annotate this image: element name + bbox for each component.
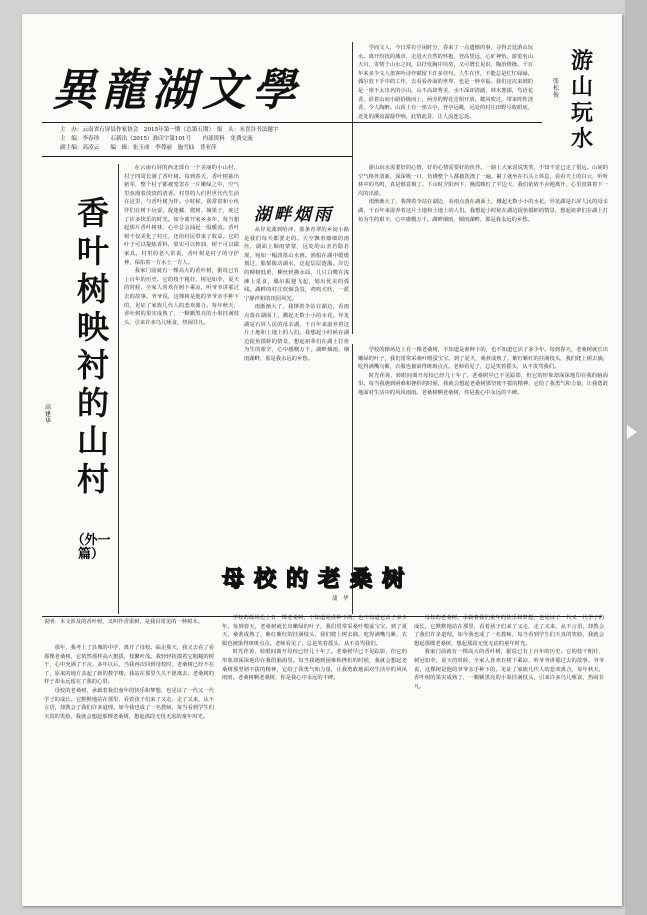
school-article-col-1: 那年，我考上了县城的中学，离开了母校。临走那天，我又去看了看那棵老桑树，它依然那样高大挺拔，枝繁叶茂。我轻轻抚摸着它粗糙的树干，心中充满了不舍。多年以后，当我再次回到母校时，老桑树已经不在了，原来的地方盖起了新的教学楼。我站在那里久久不愿离去，老桑树的样子却永远留在了我的心里。 母校的老桑树，承载着我们童年的快乐和梦想，也见证了一代又一代学子的成长。它默默地站在那里，看着孩子们来了又走，走了又来，从不言语，却教会了我们许多道理。如今我也成了一名教师，每当看到学生们天真的笑脸，我就会想起那棵老桑树，想起那段无忧无虑的童年时光。 [44, 645, 214, 720]
top-right-article-author: 张松俊 [552, 78, 559, 99]
school-article-author: 蒲 华 [332, 596, 349, 602]
footnote: 说明：本文涉及的香叶树，又叫作香果树，是我县常见的一种树木。 [44, 619, 203, 625]
school-article-col-3: 母校的老桑树，承载着我们童年的快乐和梦想，也见证了一代又一代学子的成长。它默默地站在那里，看着孩子们来了又走，走了又来，从不言语，却教会了我们许多道理。如今我也成了一名教师，每当看到学生们天真的笑脸，我就会想起那棵老桑树，想起那段无忧无虑的童年时光。 我家门前就有一棵高大的香叶树，据说已有上百年的历史。它的枝干粗壮，树冠如伞，夏天的时候，全家人喜欢在树下乘凉，听爷爷讲那过去的故事。爷爷说，这棵树是他的爷爷亲手种下的，见证了家族几代人的悲欢离合。每年秋天，香叶树的果实成熟了，一颗颗黑亮的小果挂满枝头，引来许多鸟儿啄食，热闹非凡。 [414, 615, 604, 690]
top-right-article-title: 游山玩水 [570, 48, 593, 152]
publication-info [60, 126, 278, 153]
school-article-col-2: 学校的操场边上有一棵老桑树，不知道是谁种下的，也不知道它活了多少年。每到春天，老桑树就长出嫩绿的叶子，我们常常采桑叶喂蚕宝宝。到了夏天，桑葚成熟了，紫红紫红的挂满枝头，我们爬上树去摘，吃得满嘴乌紫，衣服也被染得斑斑点点。老师看见了，总是笑着摇头，从不责骂我们。 时光荏苒，转眼间离开母校已经几十年了。老桑树早已不见踪影，但它的形象却深深地印在我的脑海里。每当我遇到困难和挫折的时候，我就会想起老桑树那坚韧不拔的精神，它给了我勇气和力量，让我勇敢地面对生活中的风风雨雨。老桑树啊老桑树，你是我心中永远的丰碑。 [222, 615, 407, 682]
divider [42, 156, 352, 157]
info-row-2: 主 编：李春珍 石新出（2015）准印字第101号 内部资料 免费交流 [60, 136, 253, 142]
masthead-title: 異龍湖文學 [52, 65, 302, 116]
left-article-subtitle: （外一篇） [71, 533, 111, 562]
viewer-side-panel [625, 0, 647, 915]
lake-article-body: 从异龙湖到哈冲，那条青翠的乡间小路是我们每天都要走的。天空飘着细细的雨丝，湖面上烟雨蒙蒙，远处的山峦若隐若现，宛如一幅淡墨山水画。渔船在湖中缓缓划过，船桨拨动湖水，泛起层层涟漪。岸边的柳树低垂，柳丝轻拂水面，几只白鹭在浅滩上觅食，偶尔振翅飞起，划出优美的弧线。湖畔的村庄炊烟袅袅，鸡鸣犬吠，一派宁静祥和的田园风光。 雨渐渐大了，我撑着伞站在湖边，看雨点落在湖面上，溅起无数小小的水花。异龙湖是石屏人民的母亲湖，千百年来滋养着这片土地和土地上的人们。我想起小时候在湖边捉鱼摸虾的情景，想起祖辈们在湖上打鱼为生的艰辛，心中感慨万千。湖畔烟雨，烟雨湖畔，那是我永远的乡愁。 [244, 227, 349, 362]
info-row-3: 副主编：高凌云 编 辑：张玉成 李尊丽 施雪仙 普亚萍 [60, 145, 217, 151]
school-article-title: 母校的老桑树 [222, 566, 415, 592]
left-article-title: 香叶树映衬的山村 [76, 194, 109, 498]
left-article-author: 高建华 [44, 404, 51, 425]
right-middle-article-body: 学校的操场边上有一棵老桑树，不知道是谁种下的，也不知道它活了多少年。每到春天，老桑树就长出嫩绿的叶子，我们常常采桑叶喂蚕宝宝。到了夏天，桑葚成熟了，紫红紫红的挂满枝头，我们爬上树去摘，吃得满嘴乌紫，衣服也被染得斑斑点点。老师看见了，总是笑着摇头，从不责骂我们。 时光荏苒，转眼间离开母校已经几十年了。老桑树早已不见踪影，但它的形象却深深地印在我的脑海里。每当我遇到困难和挫折的时候，我就会想起老桑树那坚韧不拔的精神，它给了我勇气和力量，让我勇敢地面对生活中的风风雨雨。老桑树啊老桑树，你是我心中永远的丰碑。 [358, 347, 608, 396]
newspaper-page [22, 14, 622, 906]
column-divider [352, 42, 353, 334]
top-right-article-body: 学而文人，今日常有空闲时分，春来了一点遗憾的事，寻得去处游山玩水。离开纷扰的城市，走进大自然的怀抱，登高望远，心旷神怡。游览名山大川，寄情于山水之间，以抒发胸中块垒，又可增长见识，陶冶情操。千百年来多少文人墨客吟诗作赋留下许多佳句。人生在世，不能总是忙忙碌碌，偶尔放下手中的工作，去看看外面的世界，也是一种幸福。我们这次来到的是一座不太出名的小山，山不高却秀美，水不深却清澈，林木葱郁，鸟语花香，沿着山间小路拾级而上，两旁的野花竞相开放，微风吹过，带来阵阵清香，令人陶醉。山顶上有一座古亭，登亭远眺，远处的村庄田野尽收眼底，近处的溪流潺潺作响，此情此景，让人流连忘返。 [358, 45, 533, 120]
left-article-body: 在云南石屏的西北部有一个美丽的小山村，村子四周长满了香叶树。每到春天，香叶树抽出新芽，整个村子都被笼罩在一片嫩绿之中，空气里弥漫着淡淡的清香。村里的人们世世代代生活在这里，与香叶树为伴。小时候，我常常和小伙伴们在树下玩耍，捉迷藏、爬树、摘果子，度过了许多快乐的时光。如今离开家乡多年，每当想起那片香叶树林，心中总会涌起一股暖流。香叶树不仅美化了村庄，还给村民带来了收益，它的叶子可以提炼香料，果实可以榨油，树干可以做家具。村里的老人常说，香叶树是村子的守护神，保佑着一方水土一方人。 我家门前就有一棵高大的香叶树，据说已有上百年的历史。它的枝干粗壮，树冠如伞，夏天的时候，全家人喜欢在树下乘凉，听爷爷讲那过去的故事。爷爷说，这棵树是他的爷爷亲手种下的，见证了家族几代人的悲欢离合。每年秋天，香叶树的果实成熟了，一颗颗黑亮的小果挂满枝头，引来许多鸟儿啄食，热闹非凡。 [124, 165, 239, 326]
column-divider [118, 164, 119, 614]
lake-article-title: 湖畔烟雨 [254, 205, 334, 225]
info-row-1: 主 办：云南省石屏县作家协会 2015年第一期（总第五期） 报 头：末喜谷书法题字 [60, 127, 279, 133]
next-page-arrow-icon[interactable] [627, 425, 637, 439]
top-right-article-body-cont: 游山玩水需要好的心情，好的心情需要好的伙伴。一路上大家说说笑笑，不知不觉已走了很远。山间的空气格外清新，深深吸一口，仿佛整个人都被洗涤了一遍。累了就坐在石头上休息，看看天上的白云，听听林中的鸟鸣，真是惬意极了。下山时夕阳西下，晚霞映红了半边天，我们依依不舍地离开，心里盘算着下一次的出游。 雨渐渐大了，我撑着伞站在湖边，看雨点落在湖面上，溅起无数小小的水花。异龙湖是石屏人民的母亲湖，千百年来滋养着这片土地和土地上的人们。我想起小时候在湖边捉鱼摸虾的情景，想起祖辈们在湖上打鱼为生的艰辛，心中感慨万千。湖畔烟雨，烟雨湖畔，那是我永远的乡愁。 [358, 165, 608, 223]
